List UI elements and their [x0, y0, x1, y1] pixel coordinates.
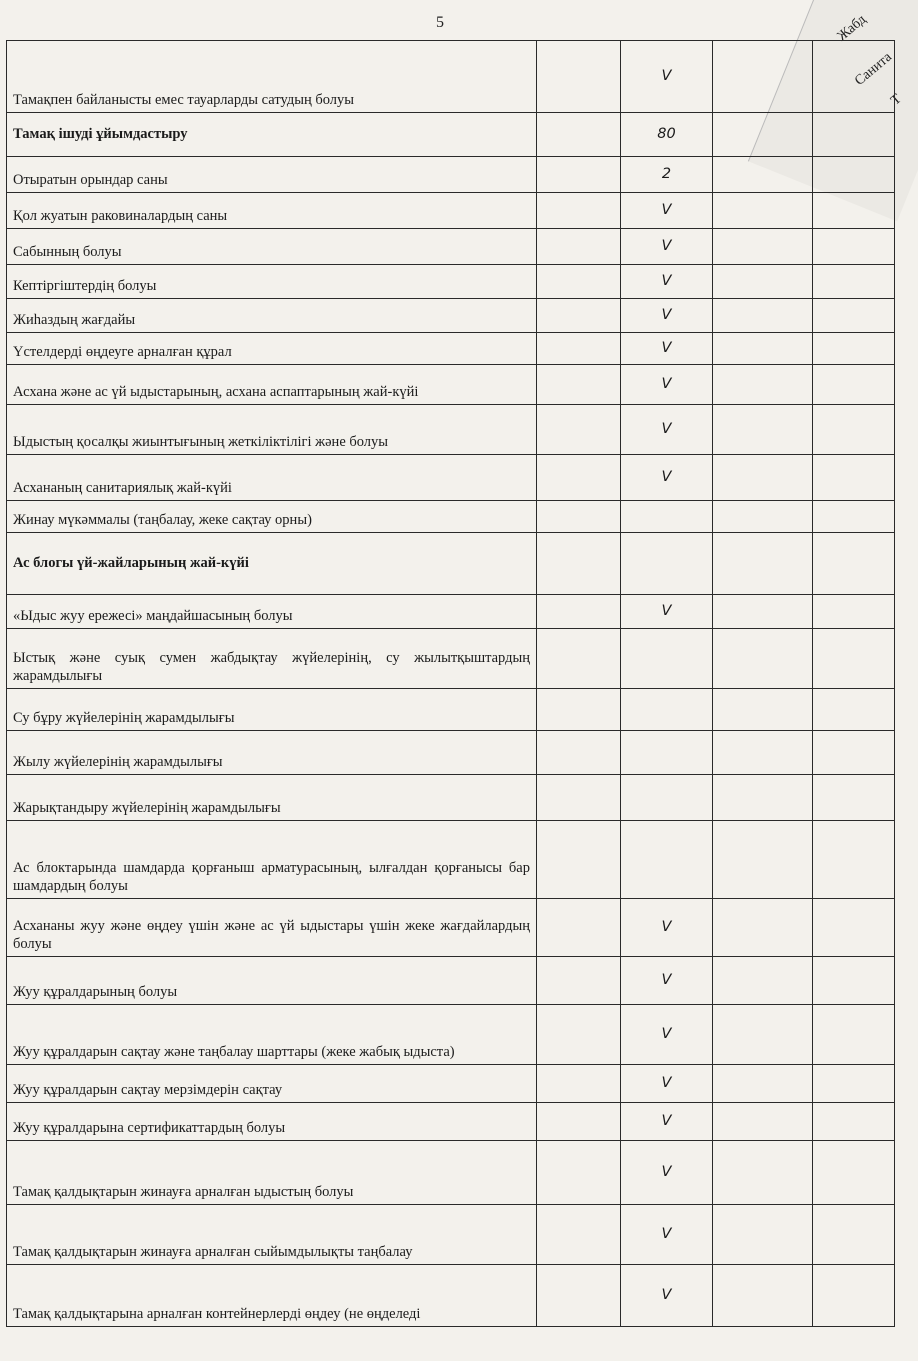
row-label: Жуу құралдарын сақтау мерзімдерін сақтау [7, 1065, 537, 1103]
checklist-row [7, 1141, 895, 1205]
section-title: Ас блогы үй-жайларының жай-күйі [7, 533, 537, 595]
empty-cell [813, 957, 895, 1005]
checklist-row [7, 775, 895, 821]
row-label: Кептіргіштердің болуы [7, 265, 537, 299]
empty-cell [713, 629, 813, 689]
handwritten-mark: V [621, 1141, 713, 1205]
row-label: Ас блоктарында шамдарда қорғаныш арматурасының, ылғалдан қорғанысы бар шамдардың болуы [7, 821, 537, 899]
checklist-row [7, 299, 895, 333]
row-label: Тамақ қалдықтарын жинауға арналған ыдыстың болуы [7, 1141, 537, 1205]
empty-cell [813, 821, 895, 899]
handwritten-mark: V [621, 333, 713, 365]
row-label: Қол жуатын раковиналардың саны [7, 193, 537, 229]
page-number: 5 [436, 14, 444, 31]
row-label: Жуу құралдарын сақтау және таңбалау шарттары (жеке жабық ыдыста) [7, 1005, 537, 1065]
handwritten-mark: 80 [621, 113, 713, 157]
empty-cell [813, 899, 895, 957]
corner-label-3: Т [888, 91, 905, 109]
checklist-row [7, 899, 895, 957]
empty-cell [537, 501, 621, 533]
handwritten-mark: V [621, 405, 713, 455]
handwritten-mark [621, 731, 713, 775]
empty-cell [813, 229, 895, 265]
empty-cell [537, 365, 621, 405]
checklist-row [7, 1205, 895, 1265]
empty-cell [537, 113, 621, 157]
checklist-row [7, 1103, 895, 1141]
empty-cell [713, 1065, 813, 1103]
empty-cell [813, 299, 895, 333]
empty-cell [537, 533, 621, 595]
checklist-row [7, 629, 895, 689]
empty-cell [537, 1205, 621, 1265]
empty-cell [813, 405, 895, 455]
empty-cell [537, 299, 621, 333]
empty-cell [813, 157, 895, 193]
empty-cell [537, 1265, 621, 1327]
handwritten-mark [621, 533, 713, 595]
empty-cell [813, 731, 895, 775]
row-label: Тамақ қалдықтарын жинауға арналған сыйымдылықты таңбалау [7, 1205, 537, 1265]
empty-cell [537, 629, 621, 689]
checklist-row [7, 265, 895, 299]
empty-cell [713, 405, 813, 455]
empty-cell [537, 957, 621, 1005]
handwritten-mark: V [621, 299, 713, 333]
empty-cell [713, 41, 813, 113]
handwritten-mark: V [621, 1205, 713, 1265]
row-label: Ыдыстың қосалқы жиынтығының жеткіліктілігі және болуы [7, 405, 537, 455]
corner-label-1: Жабд [834, 12, 870, 45]
empty-cell [713, 533, 813, 595]
row-label: Асхананың санитариялық жай-күйі [7, 455, 537, 501]
empty-cell [813, 333, 895, 365]
handwritten-mark [621, 775, 713, 821]
empty-cell [713, 501, 813, 533]
checklist-row [7, 157, 895, 193]
checklist-row [7, 365, 895, 405]
checklist-row [7, 1265, 895, 1327]
section-header-row [7, 113, 895, 157]
empty-cell [813, 265, 895, 299]
handwritten-mark: V [621, 455, 713, 501]
section-title: Тамақ ішуді ұйымдастыру [7, 113, 537, 157]
empty-cell [713, 1265, 813, 1327]
handwritten-mark [621, 501, 713, 533]
empty-cell [713, 299, 813, 333]
empty-cell [537, 899, 621, 957]
empty-cell [713, 731, 813, 775]
empty-cell [813, 595, 895, 629]
empty-cell [713, 1103, 813, 1141]
empty-cell [813, 629, 895, 689]
empty-cell [713, 1005, 813, 1065]
empty-cell [537, 333, 621, 365]
empty-cell [713, 957, 813, 1005]
empty-cell [713, 455, 813, 501]
empty-cell [713, 775, 813, 821]
handwritten-mark: V [621, 1265, 713, 1327]
empty-cell [537, 193, 621, 229]
row-label: Асхана және ас үй ыдыстарының, асхана аспаптарының жай-күйі [7, 365, 537, 405]
row-label: Жинау мүкәммалы (таңбалау, жеке сақтау орны) [7, 501, 537, 533]
empty-cell [713, 365, 813, 405]
handwritten-mark: 2 [621, 157, 713, 193]
empty-cell [713, 595, 813, 629]
handwritten-mark: V [621, 265, 713, 299]
row-label: Жуу құралдарына сертификаттардың болуы [7, 1103, 537, 1141]
handwritten-mark: V [621, 1005, 713, 1065]
checklist-row [7, 821, 895, 899]
row-label: Жиһаздың жағдайы [7, 299, 537, 333]
empty-cell [713, 689, 813, 731]
empty-cell [537, 229, 621, 265]
handwritten-mark: V [621, 1103, 713, 1141]
row-label: Сабынның болуы [7, 229, 537, 265]
handwritten-mark: V [621, 595, 713, 629]
empty-cell [537, 455, 621, 501]
handwritten-mark: V [621, 899, 713, 957]
empty-cell [537, 265, 621, 299]
handwritten-mark [621, 629, 713, 689]
empty-cell [813, 41, 895, 113]
section-header-row [7, 533, 895, 595]
handwritten-mark: V [621, 41, 713, 113]
empty-cell [537, 1141, 621, 1205]
empty-cell [813, 1141, 895, 1205]
empty-cell [813, 193, 895, 229]
handwritten-mark: V [621, 1065, 713, 1103]
handwritten-mark: V [621, 957, 713, 1005]
empty-cell [713, 157, 813, 193]
corner-label-2: Санита [852, 49, 895, 89]
empty-cell [713, 821, 813, 899]
checklist-row [7, 405, 895, 455]
checklist-row [7, 1065, 895, 1103]
empty-cell [713, 899, 813, 957]
checklist-table [6, 40, 895, 1327]
checklist-row [7, 1005, 895, 1065]
empty-cell [813, 1005, 895, 1065]
empty-cell [813, 1065, 895, 1103]
row-label: Асхананы жуу және өңдеу үшін және ас үй ыдыстары үшін жеке жағдайлардың болуы [7, 899, 537, 957]
empty-cell [537, 1065, 621, 1103]
empty-cell [537, 157, 621, 193]
empty-cell [813, 1103, 895, 1141]
empty-cell [713, 193, 813, 229]
empty-cell [813, 1205, 895, 1265]
row-label: Ыстық және суық сумен жабдықтау жүйелерінің, су жылытқыштардың жарамдылығы [7, 629, 537, 689]
empty-cell [813, 113, 895, 157]
empty-cell [813, 455, 895, 501]
empty-cell [537, 1103, 621, 1141]
empty-cell [813, 501, 895, 533]
checklist-row [7, 193, 895, 229]
empty-cell [537, 775, 621, 821]
empty-cell [713, 113, 813, 157]
empty-cell [537, 405, 621, 455]
checklist-row [7, 229, 895, 265]
handwritten-mark: V [621, 193, 713, 229]
empty-cell [813, 365, 895, 405]
checklist-row [7, 595, 895, 629]
checklist-row [7, 501, 895, 533]
row-label: Отыратын орындар саны [7, 157, 537, 193]
checklist-row [7, 455, 895, 501]
empty-cell [537, 731, 621, 775]
checklist-row [7, 731, 895, 775]
checklist-row [7, 957, 895, 1005]
handwritten-mark [621, 689, 713, 731]
row-label: Үстелдерді өңдеуге арналған құрал [7, 333, 537, 365]
empty-cell [537, 41, 621, 113]
empty-cell [813, 1265, 895, 1327]
empty-cell [813, 533, 895, 595]
empty-cell [537, 689, 621, 731]
empty-cell [537, 595, 621, 629]
row-label: Тамақпен байланысты емес тауарларды сатудың болуы [7, 41, 537, 113]
row-label: «Ыдыс жуу ережесі» маңдайшасының болуы [7, 595, 537, 629]
empty-cell [537, 1005, 621, 1065]
handwritten-mark: V [621, 229, 713, 265]
handwritten-mark: V [621, 365, 713, 405]
empty-cell [713, 333, 813, 365]
handwritten-mark [621, 821, 713, 899]
row-label: Су бұру жүйелерінің жарамдылығы [7, 689, 537, 731]
row-label: Жылу жүйелерінің жарамдылығы [7, 731, 537, 775]
empty-cell [713, 1141, 813, 1205]
empty-cell [713, 1205, 813, 1265]
empty-cell [813, 689, 895, 731]
checklist-row [7, 41, 895, 113]
empty-cell [813, 775, 895, 821]
empty-cell [713, 265, 813, 299]
empty-cell [713, 229, 813, 265]
checklist-row [7, 333, 895, 365]
row-label: Жарықтандыру жүйелерінің жарамдылығы [7, 775, 537, 821]
row-label: Тамақ қалдықтарына арналған контейнерлерді өңдеу (не өңделеді [7, 1265, 537, 1327]
checklist-row [7, 689, 895, 731]
row-label: Жуу құралдарының болуы [7, 957, 537, 1005]
empty-cell [537, 821, 621, 899]
